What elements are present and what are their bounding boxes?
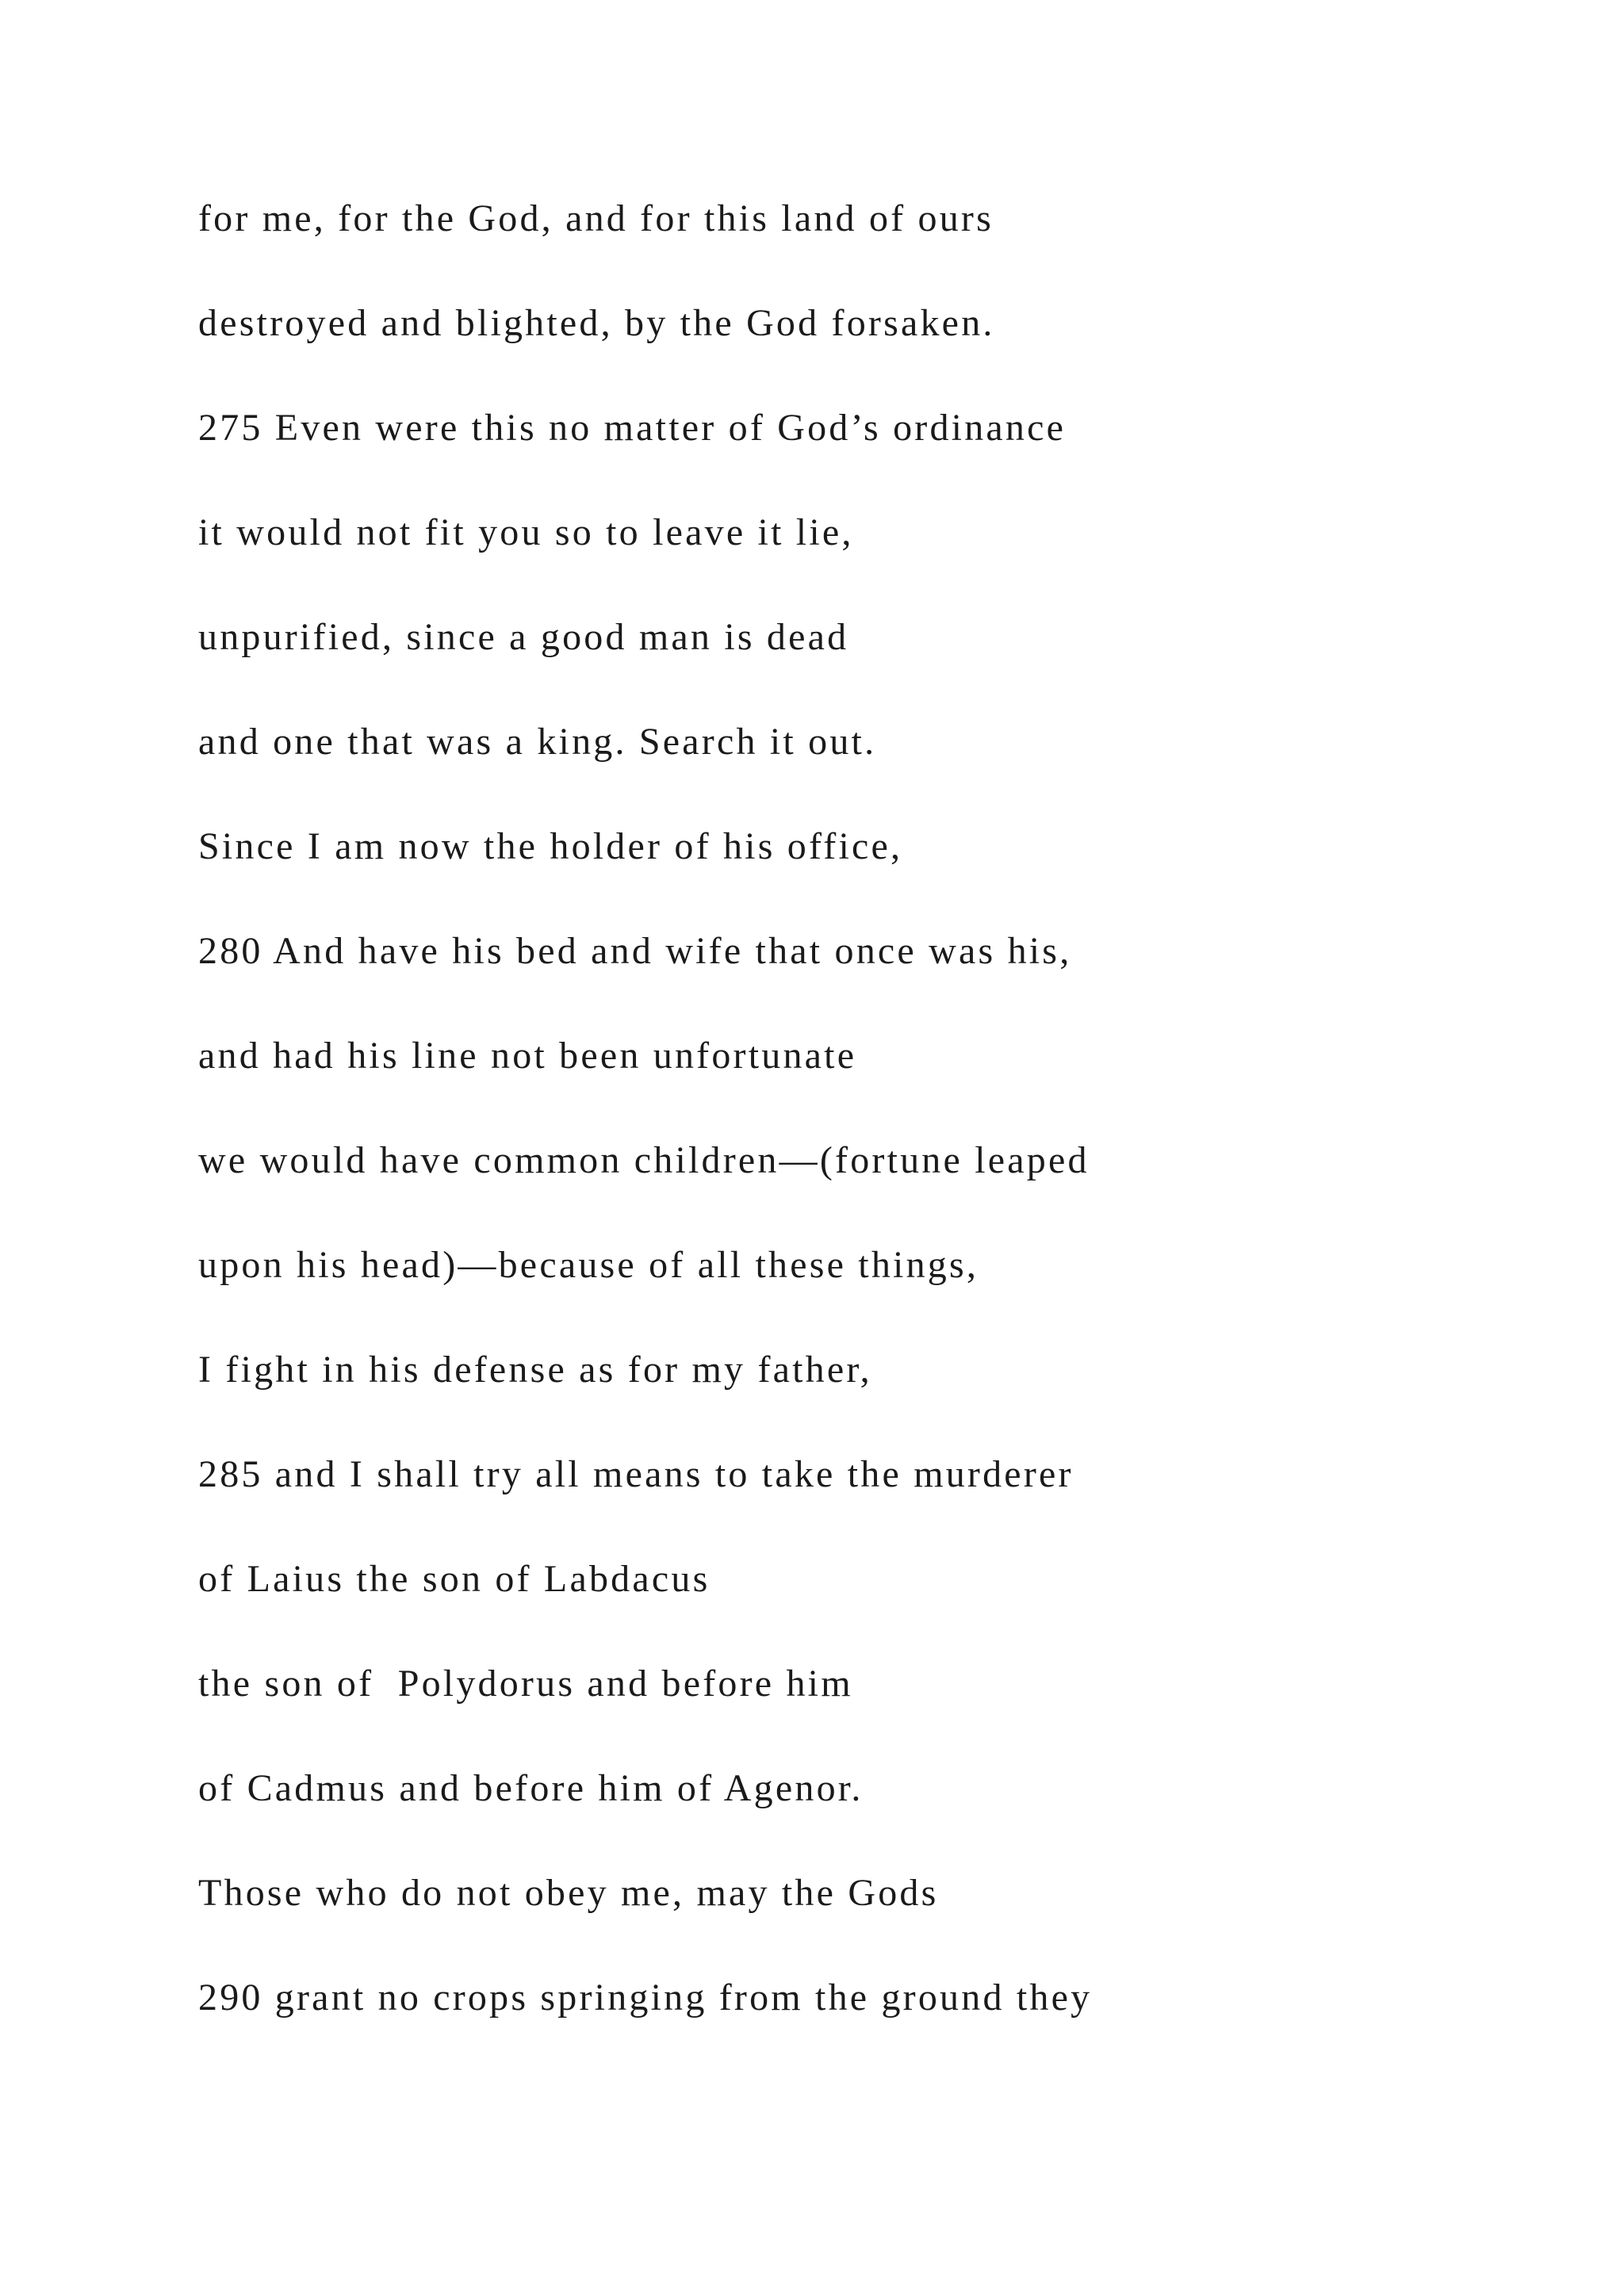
text-line: the son of Polydorus and before him <box>198 1663 853 1705</box>
text-line: of Cadmus and before him of Agenor. <box>198 1767 864 1809</box>
text-line: destroyed and blighted, by the God forsaken. <box>198 302 995 344</box>
text-line: and had his line not been unfortunate <box>198 1035 857 1077</box>
text-line: for me, for the God, and for this land of ours <box>198 197 994 239</box>
text-line: of Laius the son of Labdacus <box>198 1558 710 1600</box>
text-line: we would have common children—(fortune leaped <box>198 1139 1090 1181</box>
text-line: and one that was a king. Search it out. <box>198 721 877 763</box>
text-line: it would not fit you so to leave it lie, <box>198 511 854 553</box>
text-line: I fight in his defense as for my father, <box>198 1349 872 1391</box>
text-line: Since I am now the holder of his office, <box>198 825 903 867</box>
text-line: upon his head)—because of all these things, <box>198 1244 979 1286</box>
text-line: 280 And have his bed and wife that once was his, <box>198 930 1072 972</box>
text-line: 285 and I shall try all means to take the murderer <box>198 1453 1074 1495</box>
text-line: 290 grant no crops springing from the ground they <box>198 1976 1093 2019</box>
text-line: 275 Even were this no matter of God’s ordinance <box>198 407 1067 449</box>
text-line: Those who do not obey me, may the Gods <box>198 1872 939 1914</box>
text-line: unpurified, since a good man is dead <box>198 616 849 658</box>
